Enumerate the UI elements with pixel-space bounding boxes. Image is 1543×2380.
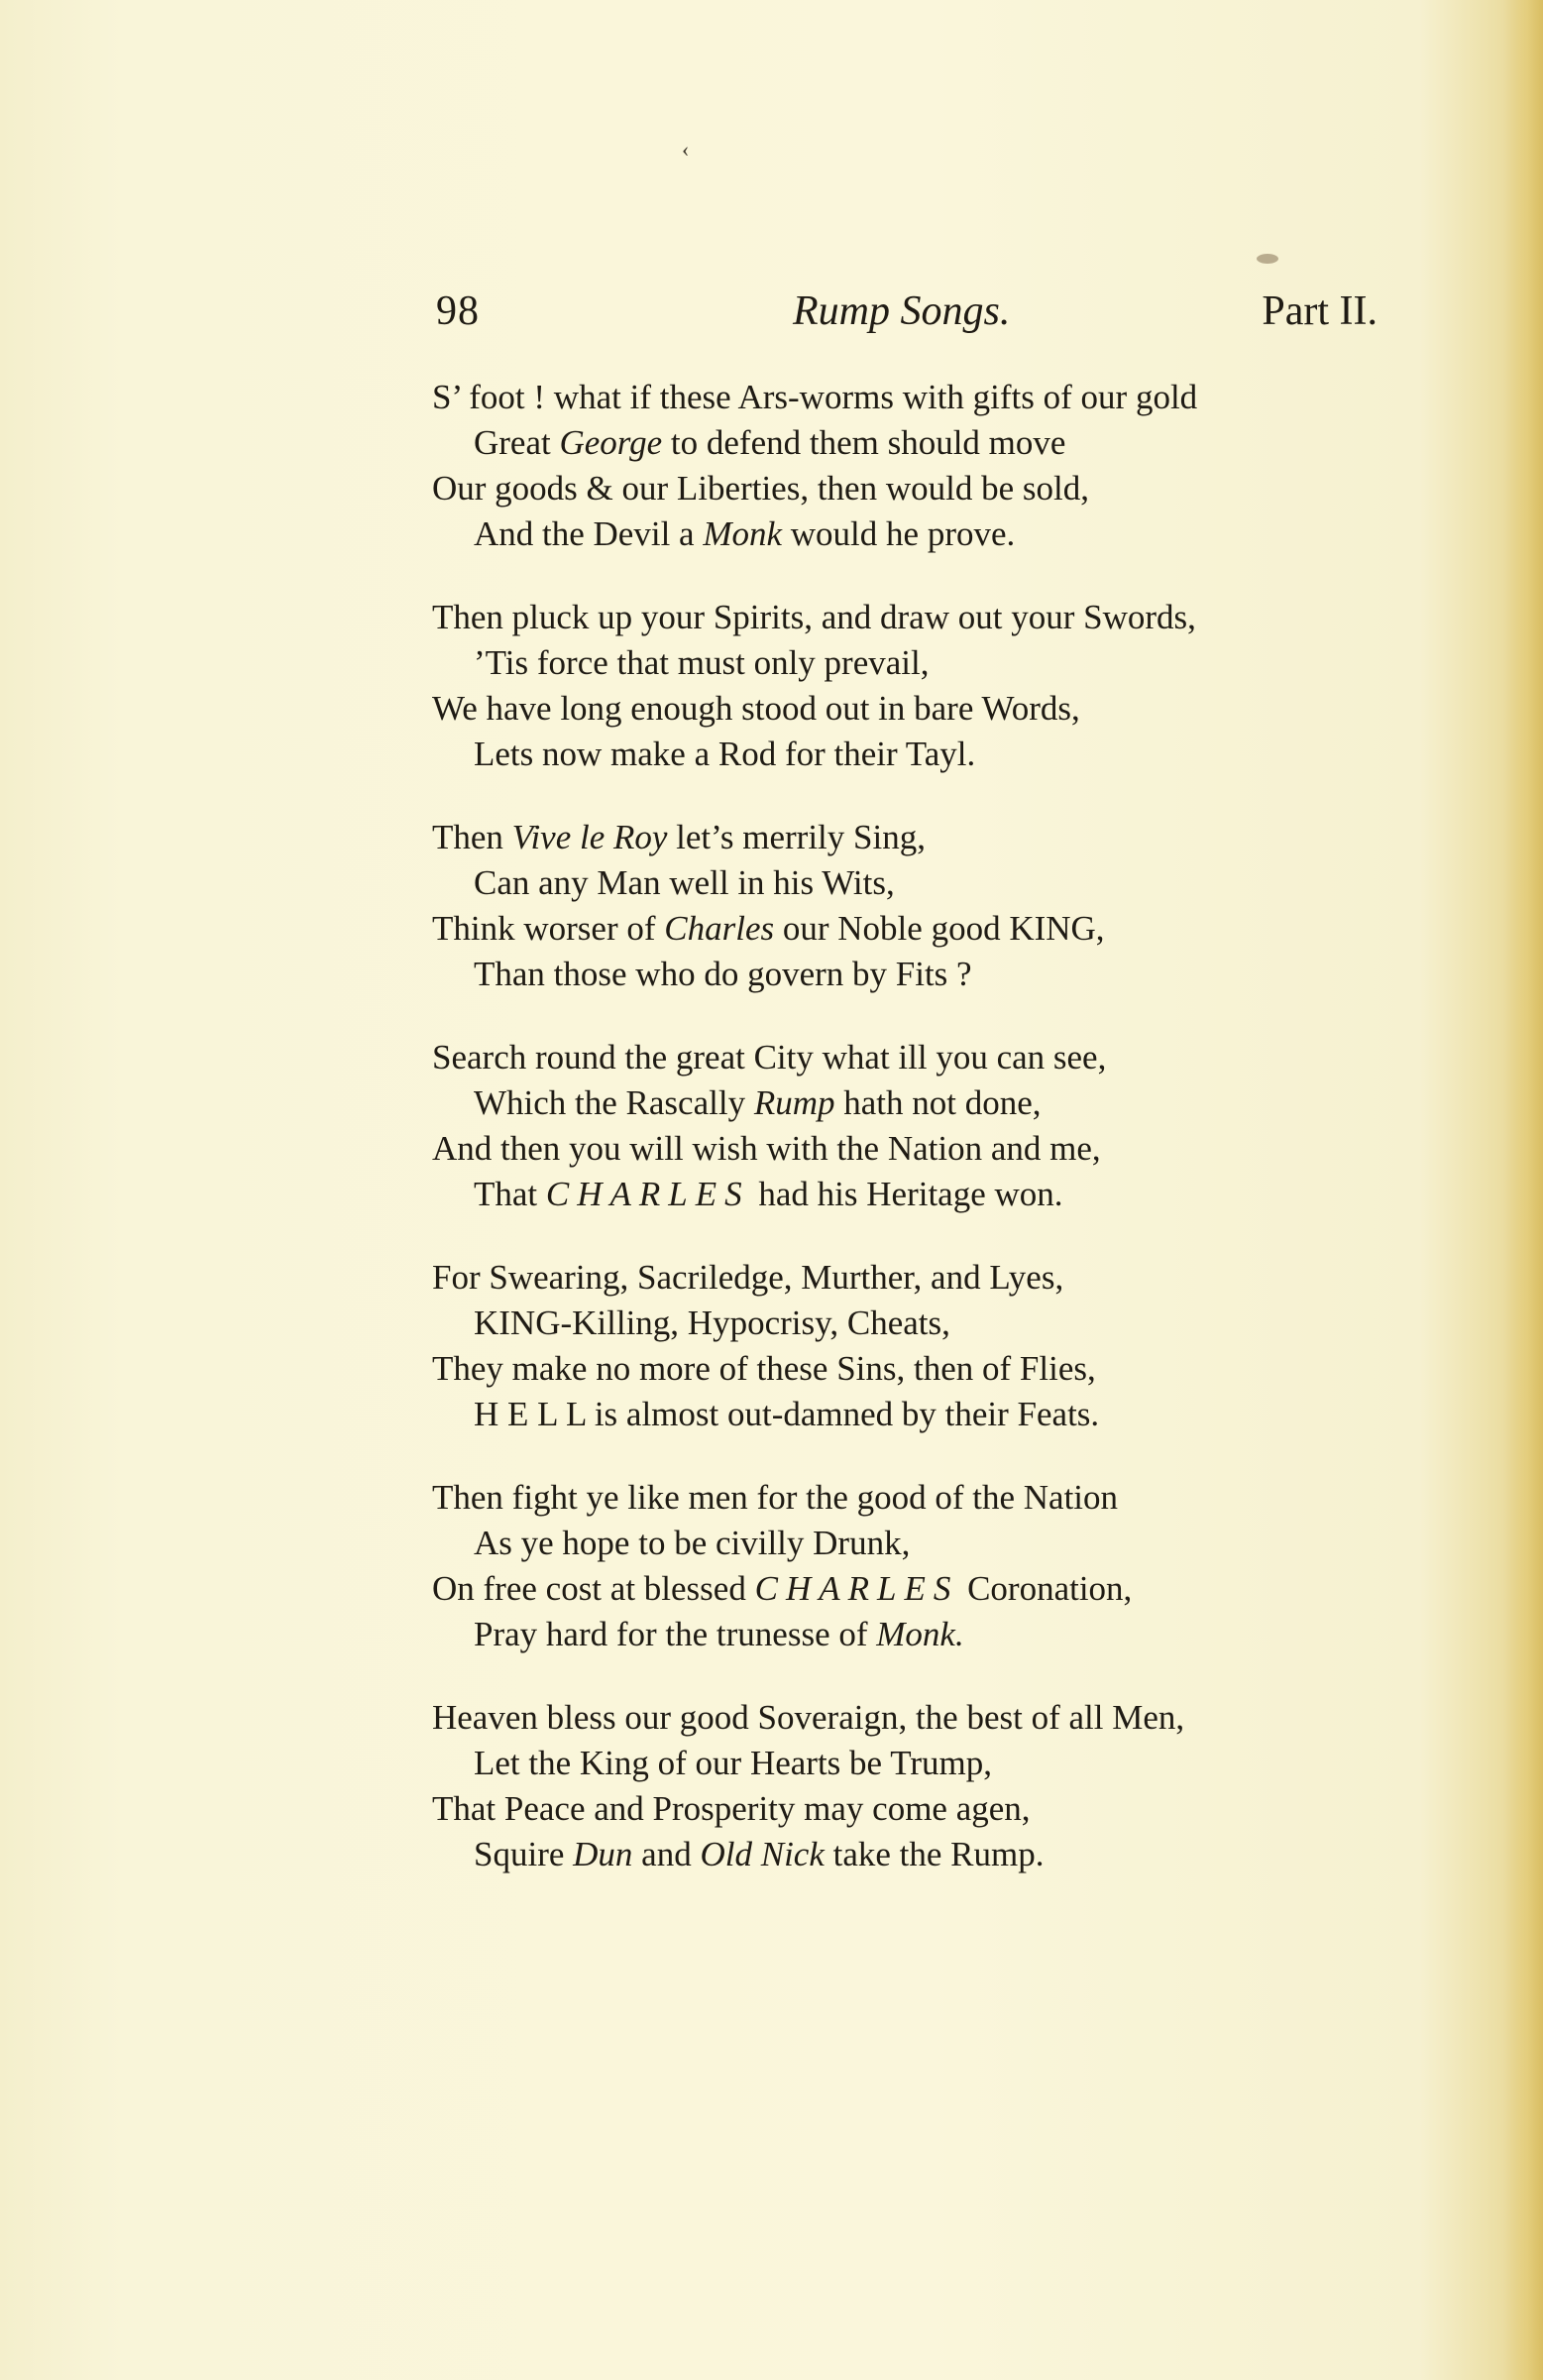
poem-line: Think worser of Charles our Noble good KING, — [432, 909, 1105, 948]
ink-smudge — [1257, 254, 1278, 264]
poem-line: Lets now make a Rod for their Tayl. — [474, 735, 976, 773]
running-title: Rump Songs. — [793, 288, 1011, 334]
poem-line: And the Devil a Monk would he prove. — [474, 514, 1016, 553]
poem-line: We have long enough stood out in bare Words, — [432, 689, 1080, 728]
stanza — [432, 1695, 1383, 1877]
poem-text — [432, 375, 1383, 1915]
poem-line: That Peace and Prosperity may come agen, — [432, 1789, 1031, 1828]
poem-line: Then pluck up your Spirits, and draw out your Swords, — [432, 598, 1196, 636]
poem-line: Than those who do govern by Fits ? — [474, 955, 972, 993]
page-edge-shadow — [1503, 0, 1543, 2380]
poem-line: Which the Rascally Rump hath not done, — [474, 1083, 1042, 1122]
ink-speck: ‹ — [682, 137, 690, 162]
poem-line: Great George to defend them should move — [474, 423, 1066, 462]
poem-line: Then fight ye like men for the good of the Nation — [432, 1478, 1119, 1517]
poem-line: Heaven bless our good Soveraign, the best of all Men, — [432, 1698, 1185, 1737]
part-label: Part II. — [1262, 288, 1378, 334]
poem-line: Squire Dun and Old Nick take the Rump. — [474, 1835, 1045, 1873]
poem-line: Search round the great City what ill you can see, — [432, 1038, 1107, 1077]
stanza — [432, 815, 1383, 997]
poem-line: As ye hope to be civilly Drunk, — [474, 1524, 911, 1562]
poem-line: For Swearing, Sacriledge, Murther, and Lyes, — [432, 1258, 1064, 1297]
page-number: 98 — [436, 288, 480, 334]
stanza — [432, 1255, 1383, 1437]
poem-line: On free cost at blessed CHARLES Coronation, — [432, 1569, 1133, 1608]
poem-line: Let the King of our Hearts be Trump, — [474, 1744, 992, 1782]
poem-line: KING-Killing, Hypocrisy, Cheats, — [474, 1303, 950, 1342]
poem-line: S’ foot ! what if these Ars-worms with gifts of our gold — [432, 378, 1198, 416]
poem-line: They make no more of these Sins, then of Flies, — [432, 1349, 1096, 1388]
stanza — [432, 595, 1383, 777]
poem-line: Can any Man well in his Wits, — [474, 863, 895, 902]
stanza — [432, 1475, 1383, 1657]
poem-line: ’Tis force that must only prevail, — [474, 643, 930, 682]
poem-line: That CHARLES had his Heritage won. — [474, 1175, 1063, 1213]
stanza — [432, 1035, 1383, 1217]
stanza — [432, 375, 1383, 557]
poem-line: Then Vive le Roy let’s merrily Sing, — [432, 818, 926, 856]
poem-line: Our goods & our Liberties, then would be sold, — [432, 469, 1089, 508]
poem-line: Pray hard for the trunesse of Monk. — [474, 1615, 964, 1653]
poem-line: H E L L is almost out-damned by their Feats. — [474, 1395, 1100, 1433]
running-header — [436, 287, 1378, 347]
poem-line: And then you will wish with the Nation and me, — [432, 1129, 1101, 1168]
